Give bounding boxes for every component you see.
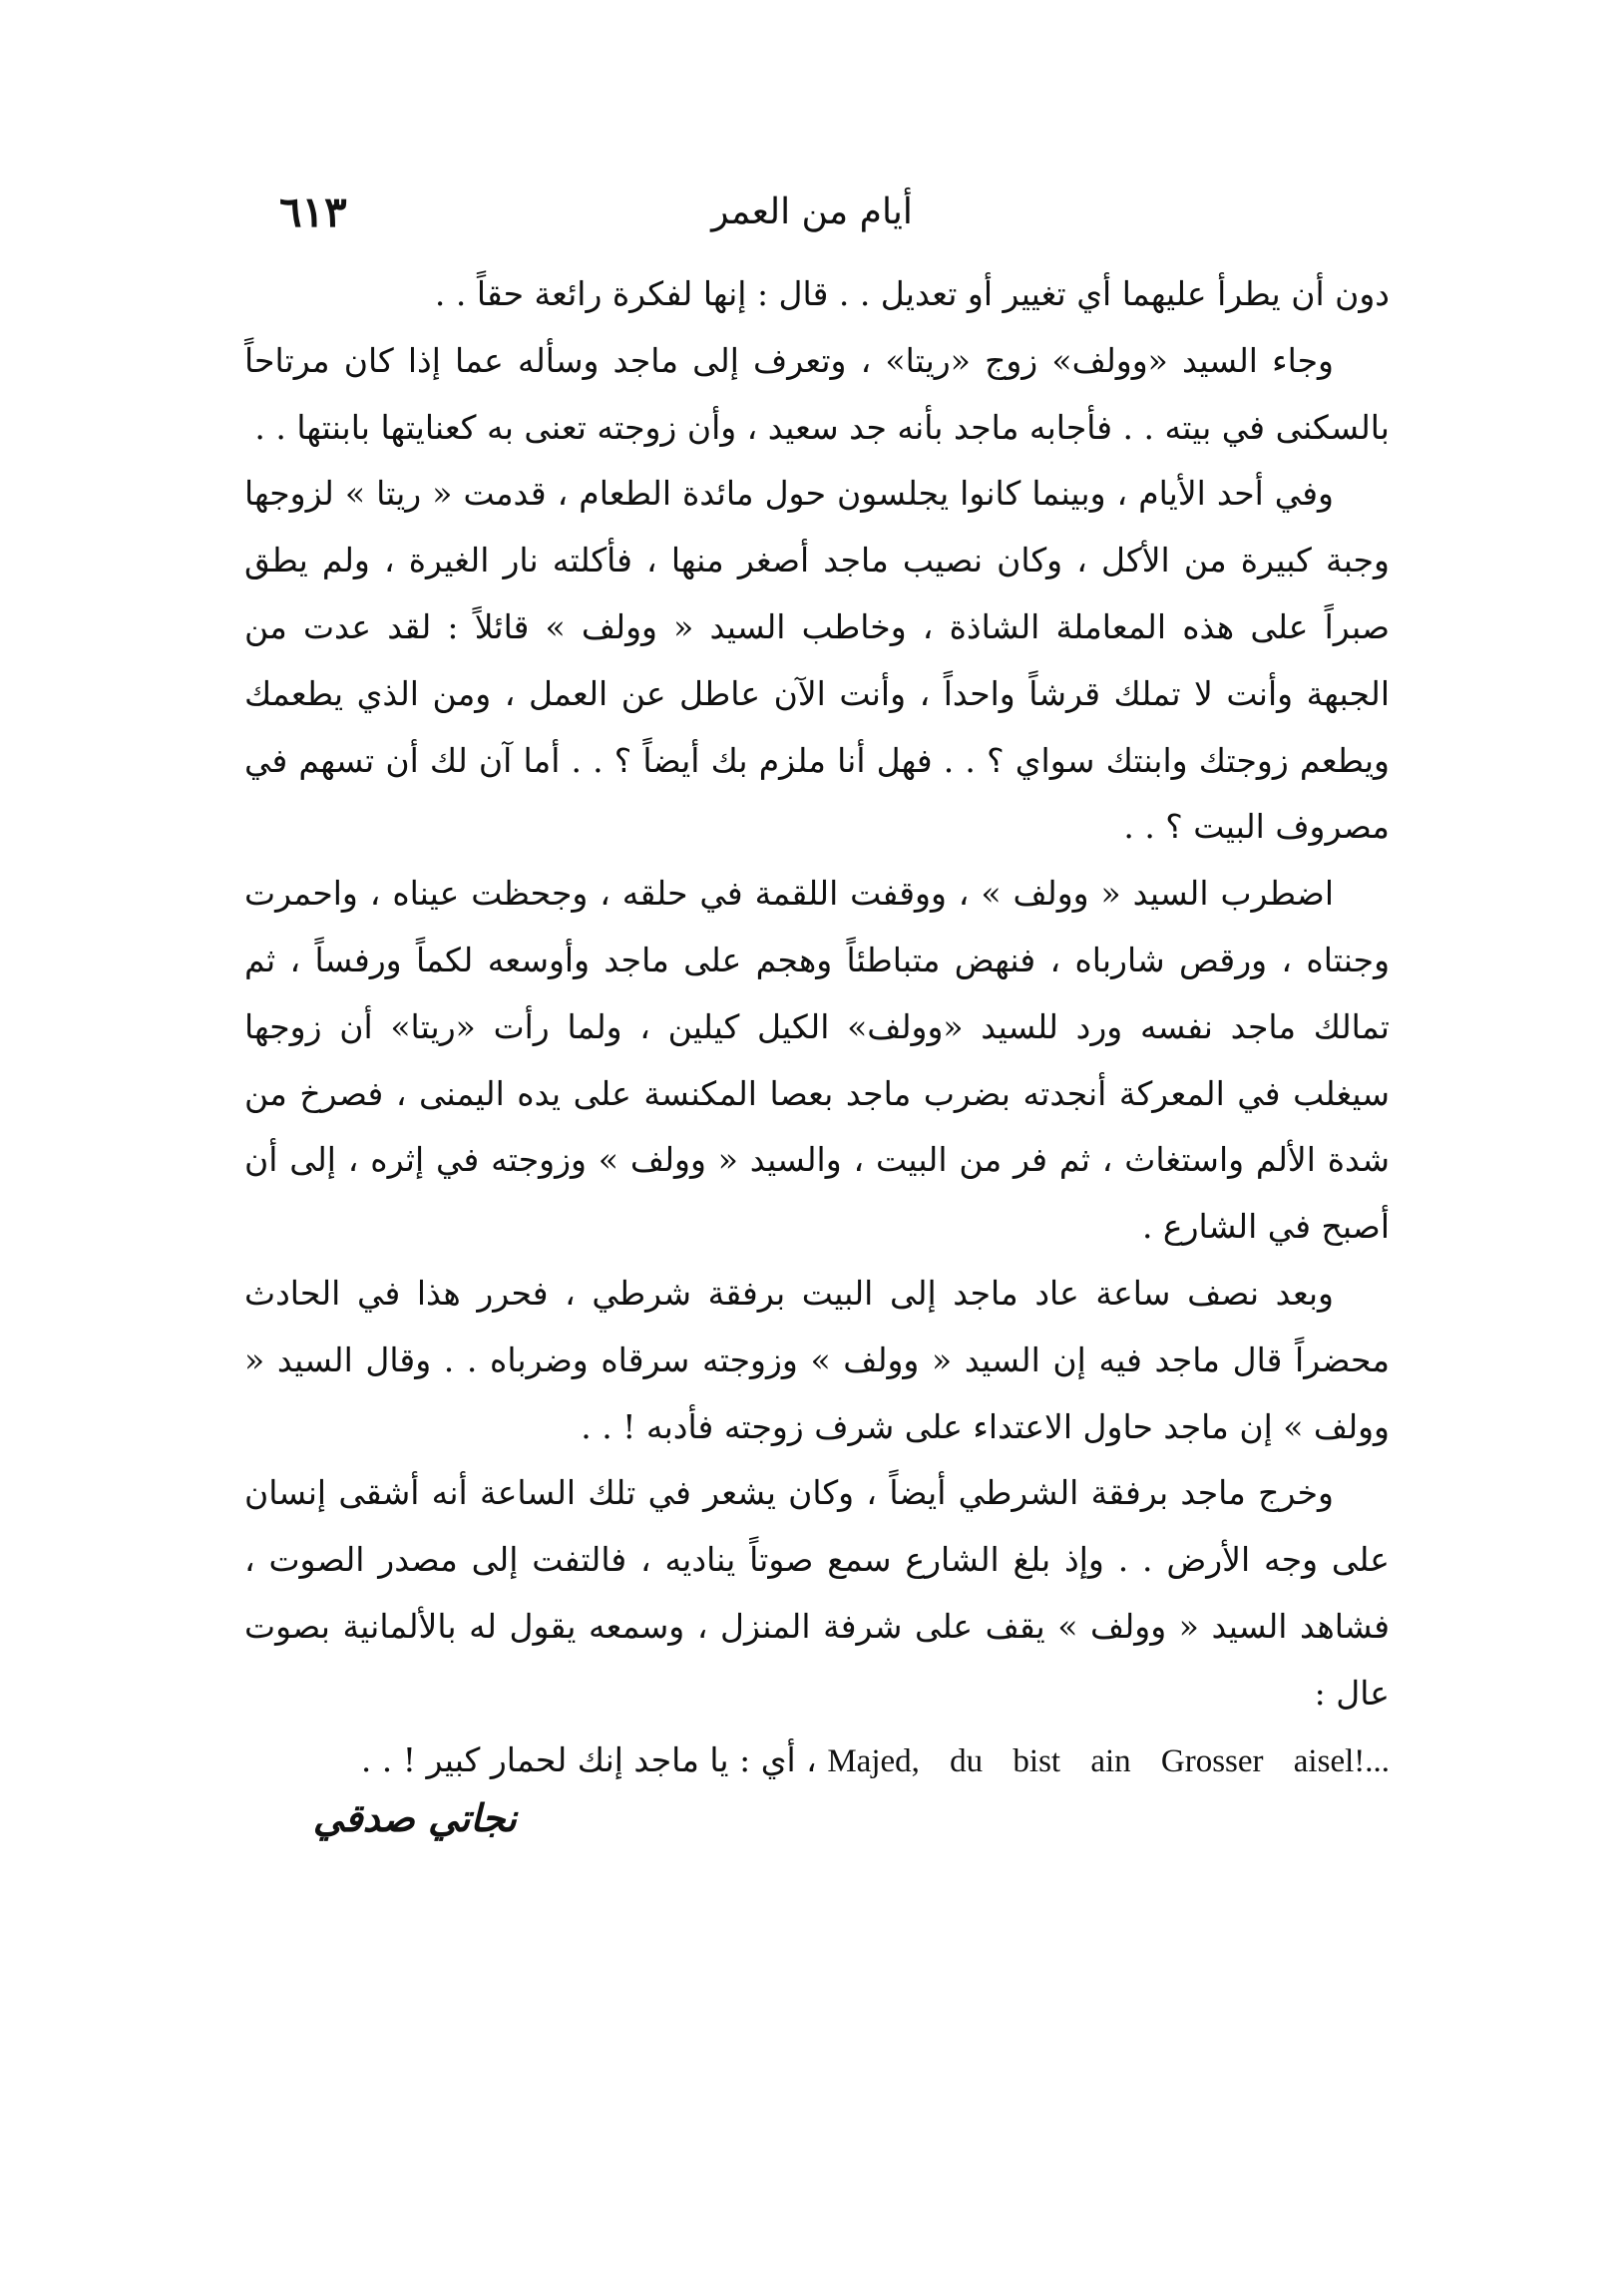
paragraph-2: وجاء السيد «وولف» زوج «ريتا» ، وتعرف إلى ماجد وسأله عما إذا كان مرتاحاً بالسكنى في بيته . . فأجابه ماجد بأنه جد سعيد ، وأن زوجته تعنى به كعنايتها بابنتها . . — [244, 340, 1390, 447]
paragraph-4: اضطرب السيد « وولف » ، ووقفت اللقمة في حلقه ، وجحظت عيناه ، واحمرت وجنتاه ، ورقص شارباه ، فنهض متباطئاً وهجم على ماجد وأوسعه لكماً ورفساً ، ثم تمالك ماجد نفسه ورد للسيد «وولف» الكيل كيلين ، ولما رأت «ريتا» أن زوجها سيغلب في المعركة أنجدته بضرب ماجد بعصا المكنسة على يده اليمنى ، فصرخ من شدة الألم واستغاث ، ثم فر من البيت ، والسيد « وولف » وزوجته في إثره ، إلى أن أصبح في الشارع . — [244, 874, 1390, 1247]
paragraph-3: وفي أحد الأيام ، وبينما كانوا يجلسون حول مائدة الطعام ، قدمت « ريتا » لزوجها وجبة كبيرة من الأكل ، وكان نصيب ماجد أصغر منها ، فأكلته نار الغيرة ، ولم يطق صبراً على هذه المعاملة الشاذة ، وخاطب السيد « وولف » قائلاً : لقد عدت من الجبهة وأنت لا تملك قرشاً واحداً ، وأنت الآن عاطل عن العمل ، ومن الذي يطعمك ويطعم زوجتك وابنتك سواي ؟ . . فهل أنا ملزم بك أيضاً ؟ . . أما آن لك أن تسهم في مصروف البيت ؟ . . — [244, 474, 1390, 847]
page-number: ٦١٣ — [279, 188, 347, 236]
page-header — [279, 188, 1345, 247]
author-signature: نجاتي صدقي — [312, 1795, 517, 1840]
paragraph-1: دون أن يطرأ عليهما أي تغيير أو تعديل . . قال : إنها لفكرة رائعة حقاً . . — [434, 274, 1390, 313]
quote-translation: ، أي : يا ماجد إنك لحمار كبير ! . . — [360, 1739, 817, 1779]
running-title: أيام من العمر — [711, 191, 913, 232]
german-quote: Majed, du bist ain Grosser aisel!... — [827, 1742, 1390, 1779]
paragraph-5: وبعد نصف ساعة عاد ماجد إلى البيت برفقة شرطي ، فحرر هذا في الحادث محضراً قال ماجد فيه إن السيد « وولف » وزوجته سرقاه وضرباه . . وقال السيد « وولف » إن ماجد حاول الاعتداء على شرف زوجته فأدبه ! . . — [244, 1273, 1390, 1446]
paragraph-6: وخرج ماجد برفقة الشرطي أيضاً ، وكان يشعر في تلك الساعة أنه أشقى إنسان على وجه الأرض . . وإذ بلغ الشارع سمع صوتاً يناديه ، فالتفت إلى مصدر الصوت ، فشاهد السيد « وولف » يقف على شرفة المنزل ، وسمعه يقول له بالألمانية بصوت عال : — [244, 1473, 1390, 1713]
closing-line — [244, 1727, 1390, 1795]
body-text — [244, 261, 1390, 1794]
